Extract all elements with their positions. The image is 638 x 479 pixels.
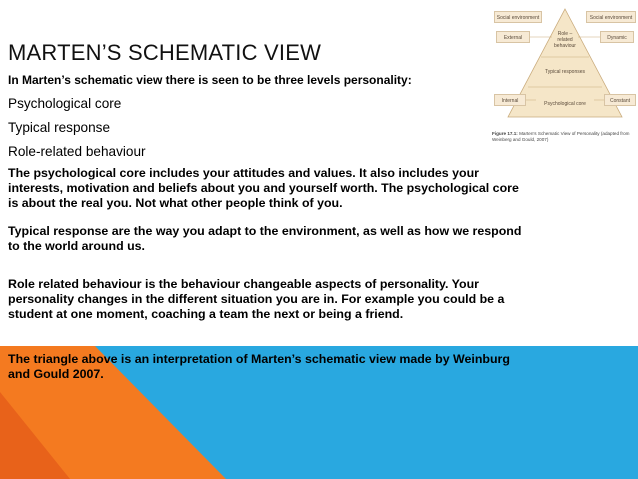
intro-text: In Marten’s schematic view there is seen to be three levels personality: [8, 73, 412, 87]
internal-box: Internal [494, 94, 526, 106]
paragraph-line: student at one moment, coaching a team the next or being a friend. [8, 307, 404, 321]
level-typical-response: Typical response [8, 120, 111, 135]
paragraph-line: is about the real you. Not what other people think of you. [8, 196, 343, 210]
level-psychological-core: Psychological core [8, 96, 122, 111]
paragraph-triangle [8, 352, 558, 382]
dynamic-box: Dynamic [600, 31, 634, 43]
figure-caption [492, 131, 638, 142]
social-environment-right-box: Social environment [586, 11, 636, 23]
pyramid-bottom-label: Psychological core [544, 101, 586, 107]
caption-text: Marten’s Schematic View of Personality (adapted from Weinberg and Gould, 2007) [492, 131, 630, 142]
paragraph-line: Typical response are the way you adapt to the environment, as well as how we respond [8, 224, 522, 238]
paragraph-line: personality changes in the different situation you are in. For example you could be a [8, 292, 505, 306]
paragraph-line: Role related behaviour is the behaviour changeable aspects of personality. Your [8, 277, 479, 291]
pyramid-middle-label: Typical responses [544, 69, 586, 75]
paragraph-line: to the world around us. [8, 239, 145, 253]
paragraph-line: and Gould 2007. [8, 367, 104, 381]
paragraph-typical [8, 224, 568, 254]
caption-label: Figure 17.1: [492, 131, 518, 136]
paragraph-role [8, 277, 568, 322]
external-box: External [496, 31, 530, 43]
slide-title: MARTEN’S SCHEMATIC VIEW [8, 40, 322, 65]
level-role-related: Role-related behaviour [8, 144, 146, 159]
schematic-figure [492, 5, 638, 150]
paragraph-line: interests, motivation and beliefs about you and yourself worth. The psychological core [8, 181, 519, 195]
social-environment-left-box: Social environment [494, 11, 542, 23]
paragraph-line: The psychological core includes your attitudes and values. It also includes your [8, 166, 479, 180]
paragraph-core [8, 166, 568, 211]
paragraph-line: The triangle above is an interpretation of Marten’s schematic view made by Weinburg [8, 352, 510, 366]
constant-box: Constant [604, 94, 636, 106]
pyramid-top-label: Role – related behaviour [554, 31, 576, 49]
